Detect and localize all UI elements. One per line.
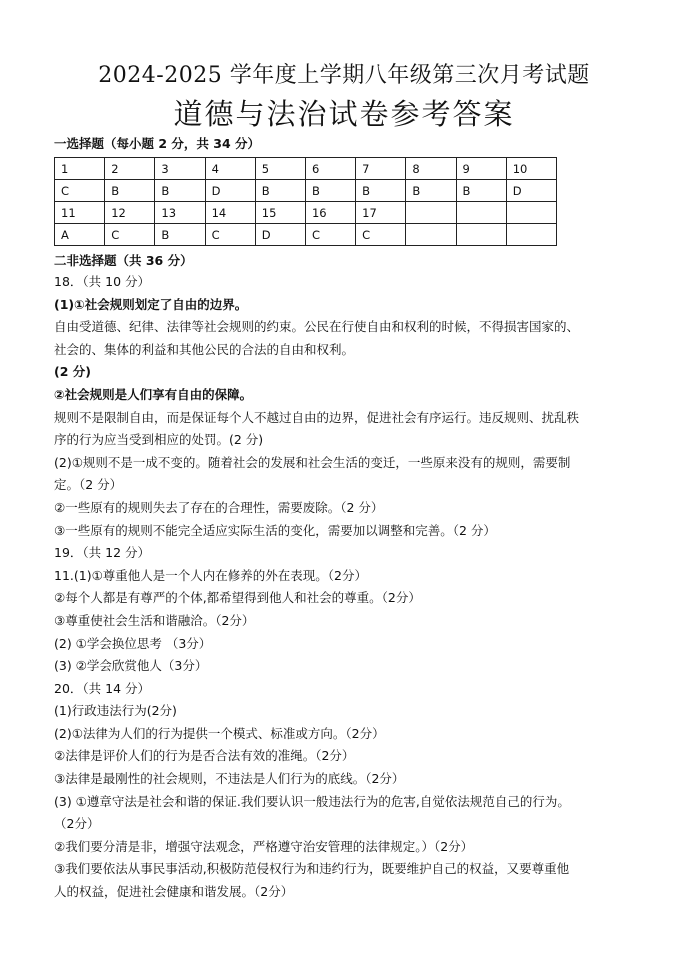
question-heading: 18．（共 10 分）	[54, 274, 151, 289]
answer-line: 自由受道德、纪律、法律等社会规则的约束。公民在行使自由和权利的时候，不得损害国家的、	[54, 319, 580, 335]
table-cell: 16	[305, 202, 355, 224]
paper-subtitle: 道德与法治试卷参考答案	[173, 97, 515, 131]
answer-line: ③尊重使社会生活和谐融洽。（2分）	[54, 612, 255, 628]
section2-heading: 二非选择题（共 36 分）	[54, 253, 193, 268]
answer-line: ③一些原有的规则不能完全适应实际生活的变化，需要加以调整和完善。（2 分）	[54, 522, 496, 538]
table-cell: 8	[406, 158, 456, 180]
table-cell: B	[456, 180, 506, 202]
table-row	[55, 180, 557, 202]
answer-line: (2 分)	[54, 364, 91, 380]
answer-line: (2) ①学会换位思考 （3分）	[54, 635, 212, 651]
table-cell: 4	[205, 158, 255, 180]
table-cell: B	[255, 180, 305, 202]
answer-line: ②我们要分清是非，增强守法观念，严格遵守治安管理的法律规定。）（2分）	[54, 838, 474, 854]
table-cell	[406, 202, 456, 224]
table-cell: 1	[55, 158, 105, 180]
table-cell: 15	[255, 202, 305, 224]
answer-line: 11.(1)①尊重他人是一个人内在修养的外在表现。（2分）	[54, 567, 367, 583]
table-cell: 12	[105, 202, 155, 224]
table-cell: D	[205, 180, 255, 202]
table-cell: B	[155, 224, 205, 246]
table-cell: C	[305, 224, 355, 246]
answer-line: (3) ①遵章守法是社会和谐的保证.我们要认识一般违法行为的危害,自觉依法规范自己的行为。	[54, 793, 570, 809]
table-cell	[506, 202, 556, 224]
table-cell	[506, 224, 556, 246]
table-cell: C	[105, 224, 155, 246]
table-cell: 7	[356, 158, 406, 180]
answer-line: 社会的、集体的利益和其他公民的合法的自由和权利。	[54, 341, 355, 357]
table-cell	[456, 202, 506, 224]
table-row	[55, 224, 557, 246]
table-cell: 14	[205, 202, 255, 224]
table-cell: 6	[305, 158, 355, 180]
table-cell: A	[55, 224, 105, 246]
answer-line: ②法律是评价人们的行为是否合法有效的准绳。（2分）	[54, 748, 355, 764]
answer-line: (2)①法律为人们的行为提供一个模式、标准或方向。（2分）	[54, 725, 385, 741]
answer-line: 定。（2 分）	[54, 477, 123, 493]
table-cell: C	[205, 224, 255, 246]
answer-line: ②每个人都是有尊严的个体,都希望得到他人和社会的尊重。（2分）	[54, 590, 421, 606]
answer-line: （2分）	[54, 816, 100, 832]
answer-line: ②一些原有的规则失去了存在的合理性，需要废除。（2 分）	[54, 499, 384, 515]
answer-line: 规则不是限制自由，而是保证每个人不越过自由的边界，促进社会有序运行。违反规则、扰乱秩	[54, 409, 580, 425]
answer-line: (1)①社会规则划定了自由的边界。	[54, 296, 248, 312]
table-cell: 2	[105, 158, 155, 180]
table-cell: 3	[155, 158, 205, 180]
question-heading: 19．（共 12 分）	[54, 545, 151, 561]
answer-line: 人的权益，促进社会健康和谐发展。（2分）	[54, 884, 294, 900]
table-cell: B	[356, 180, 406, 202]
section1-heading: 一选择题（每小题 2 分，共 34 分）	[54, 136, 261, 151]
answer-line: 序的行为应当受到相应的处罚。(2 分)	[54, 432, 264, 448]
table-cell: 13	[155, 202, 205, 224]
table-cell: 10	[506, 158, 556, 180]
table-cell: C	[356, 224, 406, 246]
table-row	[55, 158, 557, 180]
exam-title: 2024-2025 学年度上学期八年级第三次月考试题	[98, 63, 590, 88]
table-cell: D	[255, 224, 305, 246]
answer-table	[54, 157, 557, 246]
answer-line: ③法律是最刚性的社会规则，不违法是人们行为的底线。（2分）	[54, 771, 405, 787]
table-cell: C	[55, 180, 105, 202]
table-cell	[406, 224, 456, 246]
answer-line: (2)①规则不是一成不变的。随着社会的发展和社会生活的变迁，一些原来没有的规则，需要制	[54, 454, 571, 470]
table-cell: 9	[456, 158, 506, 180]
table-cell	[456, 224, 506, 246]
table-cell: B	[406, 180, 456, 202]
table-cell: D	[506, 180, 556, 202]
answer-line: (3) ②学会欣赏他人（3分）	[54, 658, 208, 674]
table-row	[55, 202, 557, 224]
answer-line: (1)行政违法行为(2分)	[54, 703, 177, 719]
table-cell: 17	[356, 202, 406, 224]
answer-body	[54, 271, 639, 904]
table-cell: 5	[255, 158, 305, 180]
answer-line: ③我们要依法从事民事活动,积极防范侵权行为和违约行为，既要维护自己的权益，又要尊重他	[54, 861, 570, 877]
answer-line: ②社会规则是人们享有自由的保障。	[54, 386, 253, 402]
table-cell: 11	[55, 202, 105, 224]
table-cell: B	[155, 180, 205, 202]
question-heading: 20．（共 14 分）	[54, 680, 151, 696]
table-cell: B	[105, 180, 155, 202]
table-cell: B	[305, 180, 355, 202]
